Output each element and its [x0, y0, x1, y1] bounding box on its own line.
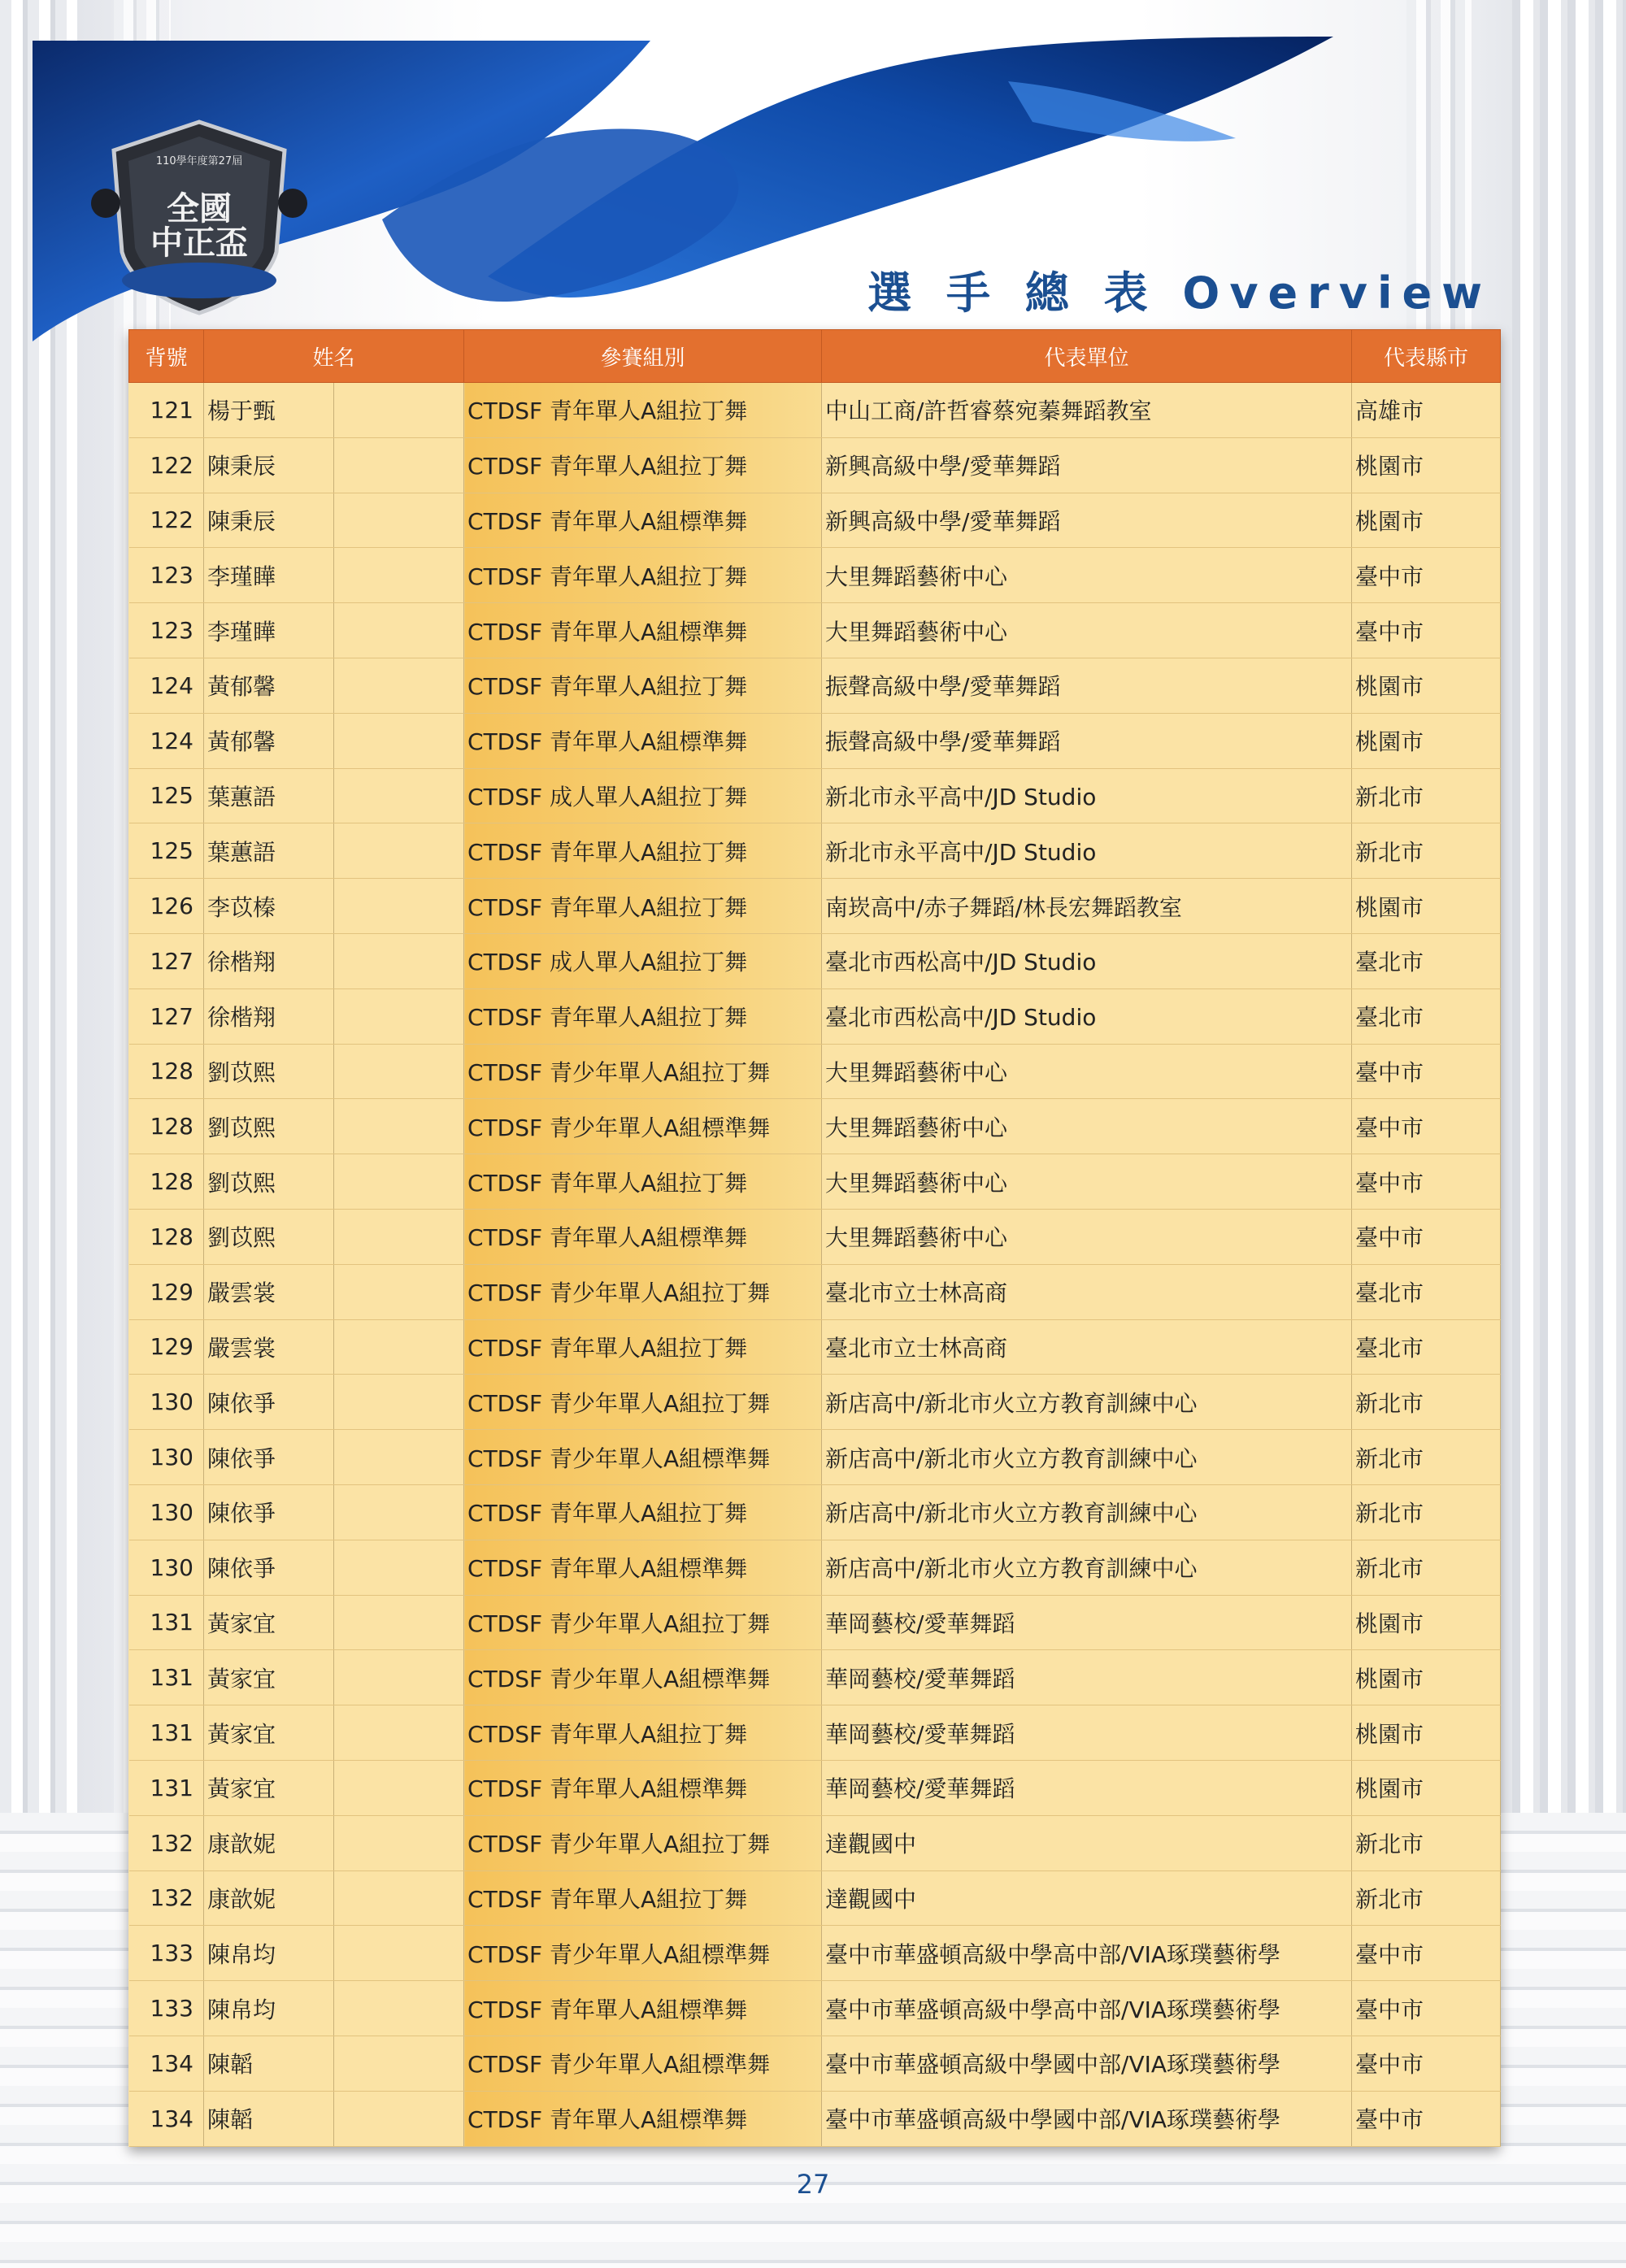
- athlete-name-cell: 楊于甄: [204, 383, 334, 438]
- athlete-name-cell: 陳依爭: [204, 1540, 334, 1595]
- bib-number-cell: 123: [129, 548, 204, 603]
- representing-unit-cell: 臺中市華盛頓高級中學國中部/VIA琢璞藝術學: [822, 2091, 1352, 2146]
- blank-cell: [334, 437, 464, 493]
- table-row: [129, 1375, 1501, 1430]
- athlete-name-cell: 陳韜: [204, 2091, 334, 2146]
- event-group-cell: CTDSF 青少年單人A組標準舞: [464, 1650, 822, 1705]
- blank-cell: [334, 1705, 464, 1761]
- svg-text:110學年度第27屆: 110學年度第27屆: [155, 155, 243, 167]
- blank-cell: [334, 713, 464, 768]
- city-cell: 臺北市: [1352, 933, 1501, 988]
- blank-cell: [334, 658, 464, 713]
- table-row: [129, 1650, 1501, 1705]
- representing-unit-cell: 大里舞蹈藝術中心: [822, 1099, 1352, 1154]
- athlete-name-cell: 李瑾瞱: [204, 603, 334, 658]
- representing-unit-cell: 華岡藝校/愛華舞蹈: [822, 1705, 1352, 1761]
- table-row: [129, 603, 1501, 658]
- blank-cell: [334, 1264, 464, 1319]
- table-row: [129, 1926, 1501, 1981]
- athlete-name-cell: 陳依爭: [204, 1430, 334, 1485]
- representing-unit-cell: 臺北市立士林高商: [822, 1264, 1352, 1319]
- event-group-cell: CTDSF 青年單人A組拉丁舞: [464, 1484, 822, 1540]
- blank-cell: [334, 1044, 464, 1099]
- athlete-name-cell: 陳秉辰: [204, 437, 334, 493]
- athlete-name-cell: 劉苡熙: [204, 1044, 334, 1099]
- representing-unit-cell: 新興高級中學/愛華舞蹈: [822, 493, 1352, 548]
- page-number: 27: [796, 2169, 830, 2200]
- representing-unit-cell: 臺北市立士林高商: [822, 1319, 1352, 1375]
- athlete-name-cell: 黃家宜: [204, 1705, 334, 1761]
- table-row: [129, 2036, 1501, 2091]
- city-cell: 新北市: [1352, 1430, 1501, 1485]
- athlete-name-cell: 嚴雲裳: [204, 1264, 334, 1319]
- bib-number-cell: 122: [129, 493, 204, 548]
- city-cell: 桃園市: [1352, 1595, 1501, 1650]
- event-group-cell: CTDSF 青少年單人A組拉丁舞: [464, 1264, 822, 1319]
- athlete-name-cell: 康歆妮: [204, 1870, 334, 1926]
- blank-cell: [334, 1099, 464, 1154]
- table-row: [129, 988, 1501, 1044]
- event-group-cell: CTDSF 青年單人A組拉丁舞: [464, 1154, 822, 1210]
- event-group-cell: CTDSF 青少年單人A組標準舞: [464, 1430, 822, 1485]
- representing-unit-cell: 達觀國中: [822, 1870, 1352, 1926]
- event-group-cell: CTDSF 成人單人A組拉丁舞: [464, 768, 822, 823]
- bib-number-cell: 129: [129, 1319, 204, 1375]
- event-group-cell: CTDSF 青年單人A組標準舞: [464, 1760, 822, 1815]
- table-row: [129, 1209, 1501, 1264]
- blank-cell: [334, 383, 464, 438]
- representing-unit-cell: 大里舞蹈藝術中心: [822, 1154, 1352, 1210]
- table-row: [129, 1430, 1501, 1485]
- table-row: [129, 1981, 1501, 2036]
- table-row: [129, 1319, 1501, 1375]
- city-cell: 桃園市: [1352, 493, 1501, 548]
- event-group-cell: CTDSF 青年單人A組拉丁舞: [464, 1870, 822, 1926]
- event-group-cell: CTDSF 青年單人A組標準舞: [464, 1981, 822, 2036]
- blank-cell: [334, 1319, 464, 1375]
- representing-unit-cell: 新北市永平高中/JD Studio: [822, 768, 1352, 823]
- athlete-name-cell: 黃郁馨: [204, 658, 334, 713]
- city-cell: 高雄市: [1352, 383, 1501, 438]
- city-cell: 臺中市: [1352, 548, 1501, 603]
- table-row: [129, 658, 1501, 713]
- blank-cell: [334, 823, 464, 879]
- bib-number-cell: 128: [129, 1044, 204, 1099]
- athlete-name-cell: 黃家宜: [204, 1650, 334, 1705]
- event-group-cell: CTDSF 青年單人A組拉丁舞: [464, 437, 822, 493]
- blank-cell: [334, 879, 464, 934]
- blank-cell: [334, 548, 464, 603]
- column-header-bib: 背號: [129, 330, 204, 383]
- athlete-name-cell: 陳依爭: [204, 1375, 334, 1430]
- bib-number-cell: 129: [129, 1264, 204, 1319]
- event-group-cell: CTDSF 青少年單人A組拉丁舞: [464, 1375, 822, 1430]
- event-group-cell: CTDSF 青少年單人A組標準舞: [464, 1099, 822, 1154]
- table-row: [129, 713, 1501, 768]
- athlete-name-cell: 嚴雲裳: [204, 1319, 334, 1375]
- representing-unit-cell: 臺中市華盛頓高級中學國中部/VIA琢璞藝術學: [822, 2036, 1352, 2091]
- city-cell: 臺北市: [1352, 988, 1501, 1044]
- blank-cell: [334, 1650, 464, 1705]
- blank-cell: [334, 768, 464, 823]
- bib-number-cell: 131: [129, 1760, 204, 1815]
- city-cell: 桃園市: [1352, 658, 1501, 713]
- athlete-name-cell: 黃家宜: [204, 1595, 334, 1650]
- representing-unit-cell: 大里舞蹈藝術中心: [822, 1044, 1352, 1099]
- event-group-cell: CTDSF 青年單人A組標準舞: [464, 2091, 822, 2146]
- bib-number-cell: 131: [129, 1650, 204, 1705]
- city-cell: 桃園市: [1352, 1650, 1501, 1705]
- overview-table-container: [128, 329, 1500, 2147]
- athlete-name-cell: 李苡榛: [204, 879, 334, 934]
- event-group-cell: CTDSF 青年單人A組拉丁舞: [464, 879, 822, 934]
- representing-unit-cell: 大里舞蹈藝術中心: [822, 548, 1352, 603]
- table-row: [129, 493, 1501, 548]
- column-header-group: 參賽組別: [464, 330, 822, 383]
- event-group-cell: CTDSF 青年單人A組標準舞: [464, 493, 822, 548]
- table-row: [129, 437, 1501, 493]
- table-row: [129, 1760, 1501, 1815]
- city-cell: 新北市: [1352, 1484, 1501, 1540]
- athlete-name-cell: 葉蕙語: [204, 768, 334, 823]
- representing-unit-cell: 臺中市華盛頓高級中學高中部/VIA琢璞藝術學: [822, 1981, 1352, 2036]
- table-row: [129, 1870, 1501, 1926]
- representing-unit-cell: 華岡藝校/愛華舞蹈: [822, 1650, 1352, 1705]
- athlete-name-cell: 黃家宜: [204, 1760, 334, 1815]
- table-row: [129, 383, 1501, 438]
- blank-cell: [334, 2091, 464, 2146]
- bib-number-cell: 125: [129, 768, 204, 823]
- column-header-unit: 代表單位: [822, 330, 1352, 383]
- athlete-name-cell: 徐楷翔: [204, 988, 334, 1044]
- athlete-name-cell: 陳帛均: [204, 1926, 334, 1981]
- representing-unit-cell: 新店高中/新北市火立方教育訓練中心: [822, 1430, 1352, 1485]
- athlete-name-cell: 陳秉辰: [204, 493, 334, 548]
- bib-number-cell: 127: [129, 988, 204, 1044]
- representing-unit-cell: 臺北市西松高中/JD Studio: [822, 933, 1352, 988]
- city-cell: 新北市: [1352, 1375, 1501, 1430]
- bib-number-cell: 128: [129, 1099, 204, 1154]
- event-group-cell: CTDSF 青年單人A組拉丁舞: [464, 1319, 822, 1375]
- bib-number-cell: 127: [129, 933, 204, 988]
- bib-number-cell: 132: [129, 1815, 204, 1870]
- city-cell: 臺中市: [1352, 1044, 1501, 1099]
- blank-cell: [334, 1540, 464, 1595]
- representing-unit-cell: 大里舞蹈藝術中心: [822, 1209, 1352, 1264]
- city-cell: 桃園市: [1352, 713, 1501, 768]
- athlete-name-cell: 陳韜: [204, 2036, 334, 2091]
- table-row: [129, 1154, 1501, 1210]
- page-title: 選 手 總 表 Overview: [867, 267, 1492, 319]
- city-cell: 桃園市: [1352, 1705, 1501, 1761]
- tournament-emblem-logo: [89, 114, 309, 317]
- bib-number-cell: 131: [129, 1705, 204, 1761]
- event-group-cell: CTDSF 青年單人A組標準舞: [464, 1540, 822, 1595]
- representing-unit-cell: 新店高中/新北市火立方教育訓練中心: [822, 1484, 1352, 1540]
- table-row: [129, 823, 1501, 879]
- city-cell: 新北市: [1352, 1870, 1501, 1926]
- blank-cell: [334, 1209, 464, 1264]
- city-cell: 桃園市: [1352, 879, 1501, 934]
- event-group-cell: CTDSF 青少年單人A組標準舞: [464, 1926, 822, 1981]
- column-header-name: 姓名: [204, 330, 464, 383]
- bib-number-cell: 125: [129, 823, 204, 879]
- bib-number-cell: 134: [129, 2036, 204, 2091]
- event-group-cell: CTDSF 成人單人A組拉丁舞: [464, 933, 822, 988]
- city-cell: 臺中市: [1352, 1099, 1501, 1154]
- bib-number-cell: 130: [129, 1430, 204, 1485]
- table-body: [129, 383, 1501, 2147]
- city-cell: 新北市: [1352, 823, 1501, 879]
- bib-number-cell: 130: [129, 1540, 204, 1595]
- blank-cell: [334, 1595, 464, 1650]
- blank-cell: [334, 1926, 464, 1981]
- athlete-name-cell: 黃郁馨: [204, 713, 334, 768]
- blank-cell: [334, 1760, 464, 1815]
- city-cell: 新北市: [1352, 1540, 1501, 1595]
- athlete-name-cell: 劉苡熙: [204, 1209, 334, 1264]
- city-cell: 臺中市: [1352, 1926, 1501, 1981]
- blank-cell: [334, 2036, 464, 2091]
- table-row: [129, 879, 1501, 934]
- city-cell: 桃園市: [1352, 437, 1501, 493]
- athlete-name-cell: 劉苡熙: [204, 1154, 334, 1210]
- table-row: [129, 1264, 1501, 1319]
- blank-cell: [334, 1375, 464, 1430]
- city-cell: 臺中市: [1352, 1154, 1501, 1210]
- table-row: [129, 548, 1501, 603]
- event-group-cell: CTDSF 青年單人A組拉丁舞: [464, 383, 822, 438]
- athlete-name-cell: 劉苡熙: [204, 1099, 334, 1154]
- representing-unit-cell: 華岡藝校/愛華舞蹈: [822, 1595, 1352, 1650]
- table-row: [129, 2091, 1501, 2146]
- blank-cell: [334, 1815, 464, 1870]
- table-row: [129, 1540, 1501, 1595]
- bib-number-cell: 130: [129, 1375, 204, 1430]
- svg-text:中正盃: 中正盃: [150, 224, 248, 262]
- representing-unit-cell: 振聲高級中學/愛華舞蹈: [822, 658, 1352, 713]
- table-row: [129, 1595, 1501, 1650]
- representing-unit-cell: 南崁高中/赤子舞蹈/林長宏舞蹈教室: [822, 879, 1352, 934]
- bib-number-cell: 128: [129, 1209, 204, 1264]
- city-cell: 桃園市: [1352, 1760, 1501, 1815]
- bib-number-cell: 132: [129, 1870, 204, 1926]
- blank-cell: [334, 1154, 464, 1210]
- blank-cell: [334, 1484, 464, 1540]
- event-group-cell: CTDSF 青年單人A組標準舞: [464, 1209, 822, 1264]
- city-cell: 臺中市: [1352, 1981, 1501, 2036]
- event-group-cell: CTDSF 青年單人A組拉丁舞: [464, 823, 822, 879]
- city-cell: 臺中市: [1352, 603, 1501, 658]
- blank-cell: [334, 603, 464, 658]
- event-group-cell: CTDSF 青少年單人A組標準舞: [464, 2036, 822, 2091]
- table-row: [129, 1815, 1501, 1870]
- representing-unit-cell: 大里舞蹈藝術中心: [822, 603, 1352, 658]
- city-cell: 臺北市: [1352, 1264, 1501, 1319]
- representing-unit-cell: 新北市永平高中/JD Studio: [822, 823, 1352, 879]
- city-cell: 臺中市: [1352, 2036, 1501, 2091]
- bib-number-cell: 130: [129, 1484, 204, 1540]
- blank-cell: [334, 493, 464, 548]
- blank-cell: [334, 1981, 464, 2036]
- representing-unit-cell: 華岡藝校/愛華舞蹈: [822, 1760, 1352, 1815]
- bib-number-cell: 134: [129, 2091, 204, 2146]
- svg-text:全國: 全國: [167, 189, 232, 228]
- event-group-cell: CTDSF 青年單人A組拉丁舞: [464, 1705, 822, 1761]
- blank-cell: [334, 1870, 464, 1926]
- event-group-cell: CTDSF 青年單人A組標準舞: [464, 603, 822, 658]
- bib-number-cell: 122: [129, 437, 204, 493]
- event-group-cell: CTDSF 青少年單人A組拉丁舞: [464, 1044, 822, 1099]
- athlete-name-cell: 徐楷翔: [204, 933, 334, 988]
- bib-number-cell: 121: [129, 383, 204, 438]
- bib-number-cell: 124: [129, 658, 204, 713]
- blank-cell: [334, 1430, 464, 1485]
- representing-unit-cell: 臺中市華盛頓高級中學高中部/VIA琢璞藝術學: [822, 1926, 1352, 1981]
- representing-unit-cell: 達觀國中: [822, 1815, 1352, 1870]
- table-row: [129, 1705, 1501, 1761]
- event-group-cell: CTDSF 青年單人A組拉丁舞: [464, 988, 822, 1044]
- representing-unit-cell: 中山工商/許哲睿蔡宛蓁舞蹈教室: [822, 383, 1352, 438]
- athlete-name-cell: 葉蕙語: [204, 823, 334, 879]
- event-group-cell: CTDSF 青年單人A組拉丁舞: [464, 658, 822, 713]
- bib-number-cell: 123: [129, 603, 204, 658]
- blank-cell: [334, 988, 464, 1044]
- bib-number-cell: 126: [129, 879, 204, 934]
- city-cell: 臺北市: [1352, 1319, 1501, 1375]
- bib-number-cell: 124: [129, 713, 204, 768]
- representing-unit-cell: 新興高級中學/愛華舞蹈: [822, 437, 1352, 493]
- event-group-cell: CTDSF 青少年單人A組拉丁舞: [464, 1815, 822, 1870]
- overview-table: [128, 329, 1501, 2147]
- athlete-name-cell: 陳帛均: [204, 1981, 334, 2036]
- athlete-name-cell: 李瑾瞱: [204, 548, 334, 603]
- blank-cell: [334, 933, 464, 988]
- city-cell: 臺中市: [1352, 2091, 1501, 2146]
- table-row: [129, 933, 1501, 988]
- city-cell: 臺中市: [1352, 1209, 1501, 1264]
- event-group-cell: CTDSF 青少年單人A組拉丁舞: [464, 1595, 822, 1650]
- bib-number-cell: 133: [129, 1981, 204, 2036]
- column-header-city: 代表縣市: [1352, 330, 1501, 383]
- bib-number-cell: 128: [129, 1154, 204, 1210]
- event-group-cell: CTDSF 青年單人A組標準舞: [464, 713, 822, 768]
- representing-unit-cell: 臺北市西松高中/JD Studio: [822, 988, 1352, 1044]
- table-row: [129, 1484, 1501, 1540]
- athlete-name-cell: 康歆妮: [204, 1815, 334, 1870]
- representing-unit-cell: 振聲高級中學/愛華舞蹈: [822, 713, 1352, 768]
- city-cell: 新北市: [1352, 768, 1501, 823]
- city-cell: 新北市: [1352, 1815, 1501, 1870]
- table-row: [129, 768, 1501, 823]
- representing-unit-cell: 新店高中/新北市火立方教育訓練中心: [822, 1375, 1352, 1430]
- representing-unit-cell: 新店高中/新北市火立方教育訓練中心: [822, 1540, 1352, 1595]
- table-row: [129, 1099, 1501, 1154]
- table-header-row: [129, 330, 1501, 383]
- table-row: [129, 1044, 1501, 1099]
- bib-number-cell: 133: [129, 1926, 204, 1981]
- event-group-cell: CTDSF 青年單人A組拉丁舞: [464, 548, 822, 603]
- bib-number-cell: 131: [129, 1595, 204, 1650]
- athlete-name-cell: 陳依爭: [204, 1484, 334, 1540]
